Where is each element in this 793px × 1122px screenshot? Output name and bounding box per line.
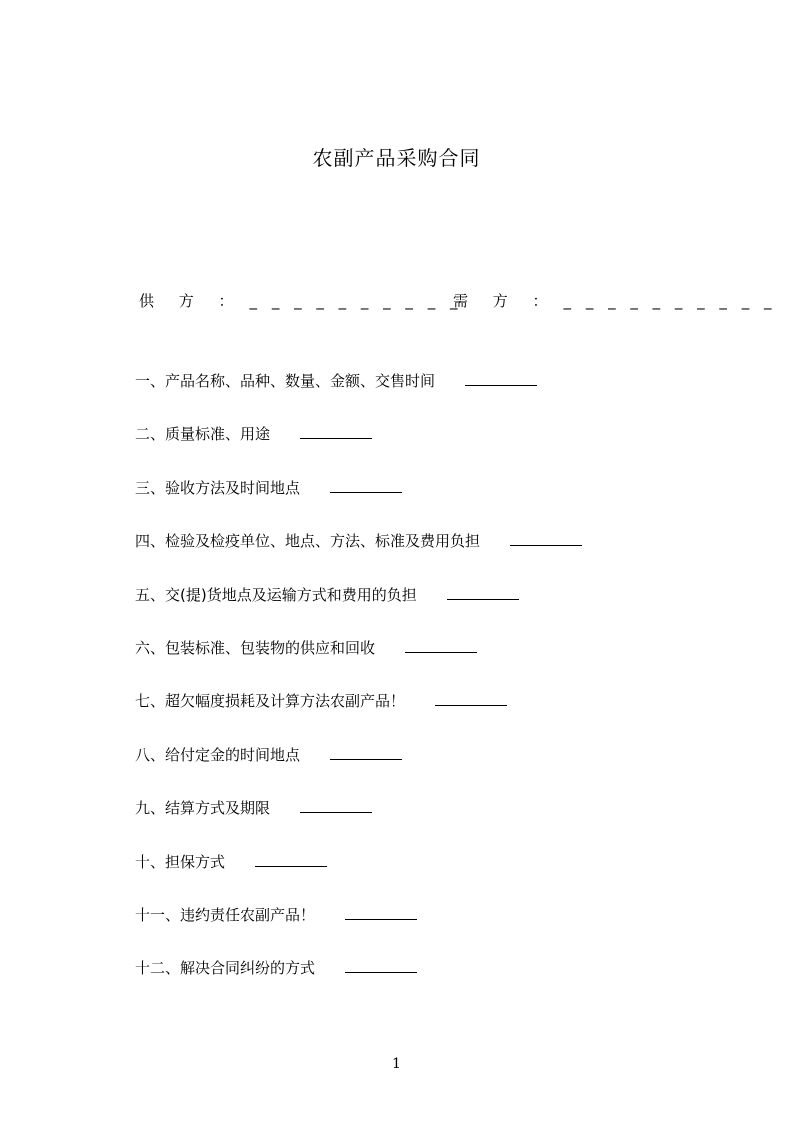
clause-text: 五、交(提)货地点及运输方式和费用的负担 [135, 585, 417, 604]
clause-item [135, 584, 582, 637]
clause-item [135, 637, 582, 690]
clause-item [135, 797, 582, 850]
document-title: 农副产品采购合同 [312, 146, 481, 170]
clause-text: 十二、解决合同纠纷的方式 [135, 959, 316, 978]
contract-clause-list [135, 370, 582, 1011]
clause-text: 八、给付定金的时间地点 [135, 745, 301, 764]
clause-text: 九、结算方式及期限 [135, 799, 271, 818]
clause-text: 二、质量标准、用途 [135, 425, 271, 444]
clause-blank [330, 745, 402, 760]
clause-text: 十一、违约责任农副产品！ [135, 905, 316, 924]
clause-text: 三、验收方法及时间地点 [135, 478, 301, 497]
supplier-line [139, 290, 462, 311]
clause-item [135, 477, 582, 530]
clause-blank [300, 424, 372, 439]
buyer-blank: _ _ _ _ _ _ _ _ _ _ [563, 292, 777, 310]
clause-text: 四、检验及检疫单位、地点、方法、标准及费用负担 [135, 532, 481, 551]
clause-text: 十、担保方式 [135, 852, 226, 871]
supplier-label: 供 方 ： [139, 292, 244, 310]
clause-blank [447, 585, 519, 600]
clause-blank [345, 958, 417, 973]
clause-item [135, 904, 582, 957]
clause-item [135, 851, 582, 904]
clause-blank [345, 905, 417, 920]
clause-item [135, 690, 582, 743]
clause-blank [465, 371, 537, 386]
clause-item [135, 530, 582, 583]
clause-blank [510, 531, 582, 546]
clause-text: 七、超欠幅度损耗及计算方法农副产品！ [135, 692, 406, 711]
clause-item [135, 744, 582, 797]
supplier-blank: _ _ _ _ _ _ _ _ _ _ [249, 292, 463, 310]
clause-blank [435, 691, 507, 706]
clause-item [135, 423, 582, 476]
clause-blank [330, 478, 402, 493]
clause-blank [300, 798, 372, 813]
clause-blank [255, 852, 327, 867]
clause-text: 一、产品名称、品种、数量、金额、交售时间 [135, 372, 436, 390]
buyer-line [453, 290, 776, 311]
buyer-label: 需 方 ： [453, 292, 558, 310]
clause-text: 六、包装标准、包装物的供应和回收 [135, 638, 376, 657]
page-number: 1 [392, 1056, 401, 1072]
clause-item [135, 370, 582, 423]
clause-blank [405, 638, 477, 653]
clause-item [135, 957, 582, 1010]
